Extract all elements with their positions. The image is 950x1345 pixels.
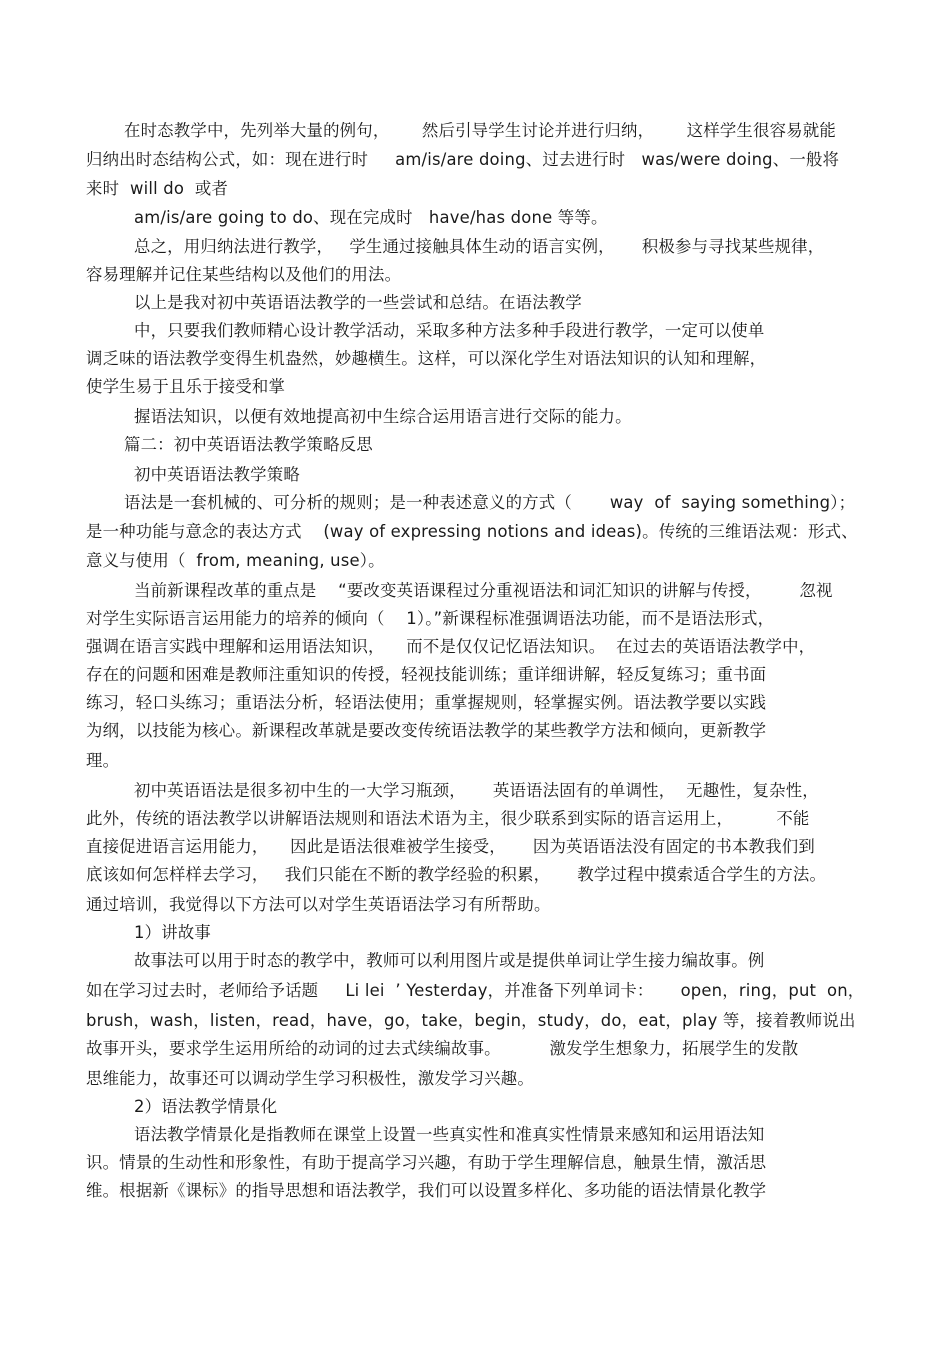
text-line: 思维能力，故事还可以调动学生学习积极性，激发学习兴趣。 <box>86 1069 534 1088</box>
text-line: 强调在语言实践中理解和运用语法知识， 而不是仅仅记忆语法知识。 在过去的英语语法教学中， <box>86 637 816 656</box>
text-line: 意义与使用（ from, meaning, use）。 <box>86 551 385 570</box>
text-line: 为纲，以技能为核心。新课程改革就是要改变传统语法教学的某些教学方法和倾向，更新教学 <box>86 721 767 740</box>
text-line: 初中英语语法是很多初中生的一大学习瓶颈， 英语语法固有的单调性， 无趣性，复杂性， <box>134 781 819 800</box>
text-line: am/is/are going to do、现在完成时 have/has done 等等。 <box>134 208 608 227</box>
text-line: 当前新课程改革的重点是 “要改变英语课程过分重视语法和词汇知识的讲解与传授， 忽视 <box>134 581 833 600</box>
text-line: 中，只要我们教师精心设计教学活动，采取多种方法多种手段进行教学，一定可以使单 <box>134 321 765 340</box>
text-line: 故事法可以用于时态的教学中，教师可以利用图片或是提供单词让学生接力编故事。例 <box>134 951 765 970</box>
text-line: 维。根据新《课标》的指导思想和语法教学，我们可以设置多样化、多功能的语法情景化教学 <box>86 1181 767 1200</box>
text-line: 来时 will do 或者 <box>86 179 229 198</box>
section-subheading: 初中英语语法教学策略 <box>134 465 300 484</box>
text-line: 此外，传统的语法教学以讲解语法规则和语法术语为主，很少联系到实际的语言运用上， 不能 <box>86 809 810 828</box>
text-line: 故事开头，要求学生运用所给的动词的过去式续编故事。 激发学生想象力，拓展学生的发散 <box>86 1039 799 1058</box>
text-line: 握语法知识，以便有效地提高初中生综合运用语言进行交际的能力。 <box>134 407 632 426</box>
text-line: 使学生易于且乐于接受和掌 <box>86 377 286 396</box>
text-line: 如在学习过去时，老师给予话题 Li lei ’ Yesterday，并准备下列单词卡： open，ring，put on， <box>86 981 865 1000</box>
list-heading: 2）语法教学情景化 <box>134 1097 278 1116</box>
text-line: 存在的问题和困难是教师注重知识的传授，轻视技能训练；重详细讲解，轻反复练习；重书面 <box>86 665 767 684</box>
section-heading: 篇二：初中英语语法教学策略反思 <box>124 435 373 454</box>
text-line: 总之，用归纳法进行教学， 学生通过接触具体生动的语言实例， 积极参与寻找某些规律， <box>134 237 825 256</box>
text-line: 以上是我对初中英语语法教学的一些尝试和总结。在语法教学 <box>134 293 582 312</box>
text-line: 容易理解并记住某些结构以及他们的用法。 <box>86 265 402 284</box>
text-line: 底该如何怎样样去学习， 我们只能在不断的教学经验的积累， 教学过程中摸索适合学生的方法。 <box>86 865 827 884</box>
text-line: 是一种功能与意念的表达方式 (way of expressing notions and ideas)。传统的三维语法观：形式、 <box>86 522 858 541</box>
text-line: 直接促进语言运用能力， 因此是语法很难被学生接受， 因为英语语法没有固定的书本教我们到 <box>86 837 815 856</box>
text-line: 归纳出时态结构公式，如：现在进行时 am/is/are doing、过去进行时 was/were doing、一般将 <box>86 150 840 169</box>
list-heading: 1）讲故事 <box>134 923 211 942</box>
text-line: 语法教学情景化是指教师在课堂上设置一些真实性和准真实性情景来感知和运用语法知 <box>134 1125 765 1144</box>
text-line: 在时态教学中，先列举大量的例句， 然后引导学生讨论并进行归纳， 这样学生很容易就能 <box>124 121 836 140</box>
text-line: 练习，轻口头练习；重语法分析，轻语法使用；重掌握规则，轻掌握实例。语法教学要以实践 <box>86 693 767 712</box>
text-line: 识。情景的生动性和形象性，有助于提高学习兴趣，有助于学生理解信息，触景生情，激活思 <box>86 1153 767 1172</box>
text-line: brush，wash，listen，read，have，go，take，begin，study，do，eat，play 等，接着教师说出 <box>86 1011 856 1030</box>
text-line: 通过培训，我觉得以下方法可以对学生英语语法学习有所帮助。 <box>86 895 551 914</box>
text-line: 理。 <box>86 751 120 770</box>
text-line: 语法是一套机械的、可分析的规则；是一种表述意义的方式（ way of saying something）； <box>124 493 856 512</box>
text-line: 调乏味的语法教学变得生机盎然，妙趣横生。这样，可以深化学生对语法知识的认知和理解， <box>86 349 767 368</box>
text-line: 对学生实际语言运用能力的培养的倾向（ 1）。”新课程标准强调语法功能，而不是语法形式， <box>86 609 775 628</box>
